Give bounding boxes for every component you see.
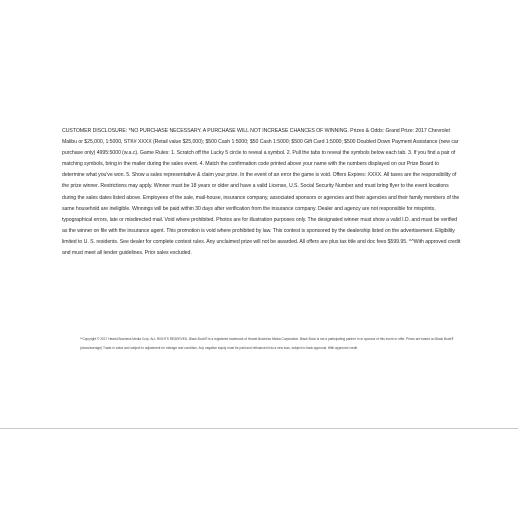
bottom-divider xyxy=(0,428,518,429)
customer-disclosure-text: CUSTOMER DISCLOSURE: *NO PURCHASE NECESSARY. A PURCHASE WILL NOT INCREASE CHANCES OF WINNING. Prizes & Odds: Grand Prize: 2017 Chevrolet Malibu or $25,000, 1:5000, STK# XXXX (Retail value $25,000); $500 Cash 1:5000; $50 Cash 1:5000; $500 Gift Card 1:5000; $500 Doubled Down Payment Assistance (new car purchase only) 4995:5000 (w.a.c). Game Rules: 1. Scratch off the Lucky 5 circle to reveal a symbol. 2. Pull the tabs to reveal the symbols below each tab. 3. If you find a pair of matching symbols, bring in the mailer during the sales event. 4. Match the confirmation code printed above your name with the numbers displayed on our Prize Board to determine what you've won. 5. Show a sales representative & claim your prize. In the event of an error the game is void. Offers Expires: XXXX. All taxes are the responsibility of the prize winner. Restrictions may apply. Winner must be 18 years or older and have a valid License, U.S. Social Security Number and must bring flyer to the event locations during the sales dates listed above. Employees of the sale, mail-house, insurance company, associated sponsors or agencies and their agencies and their family members of the same household are ineligible. Winnings will be paid within 30 days after verification from the insurance company. Dealer and agency are not responsible for misprints, typographical errors, late or misdirected mail. Void where prohibited. Photos are for illustration purposes only. The designated winner must show a valid I.D. and must be verified as the winner on file with the insurance agent. This promotion is void where prohibited by law. This contest is sponsored by the dealership listed on the advertisement. Eligibility limited to U. S. residents. See dealer for complete contest rules. Any unclaimed prize will not be awarded. All offers are plus tax title and doc fees $599.95. ^^With approved credit and must meet all lender guidelines. Prior sales excluded. xyxy=(62,128,461,257)
copyright-footnote: **Copyright © 2017 Hearst Business Media Corp. ALL RIGHTS RESERVED. Black Book® is a registered trademark of Hearst Business Media Corporation. Black Book is not a participating partner in or sponsor of this event or offer. Prices are based on Black Book® (clean/average) Trade-in value and subject to adjustment for mileage and condition. Any negative equity must be paid and refinanced into a new loan, subject to bank approval. With approved credit. xyxy=(80,337,454,351)
